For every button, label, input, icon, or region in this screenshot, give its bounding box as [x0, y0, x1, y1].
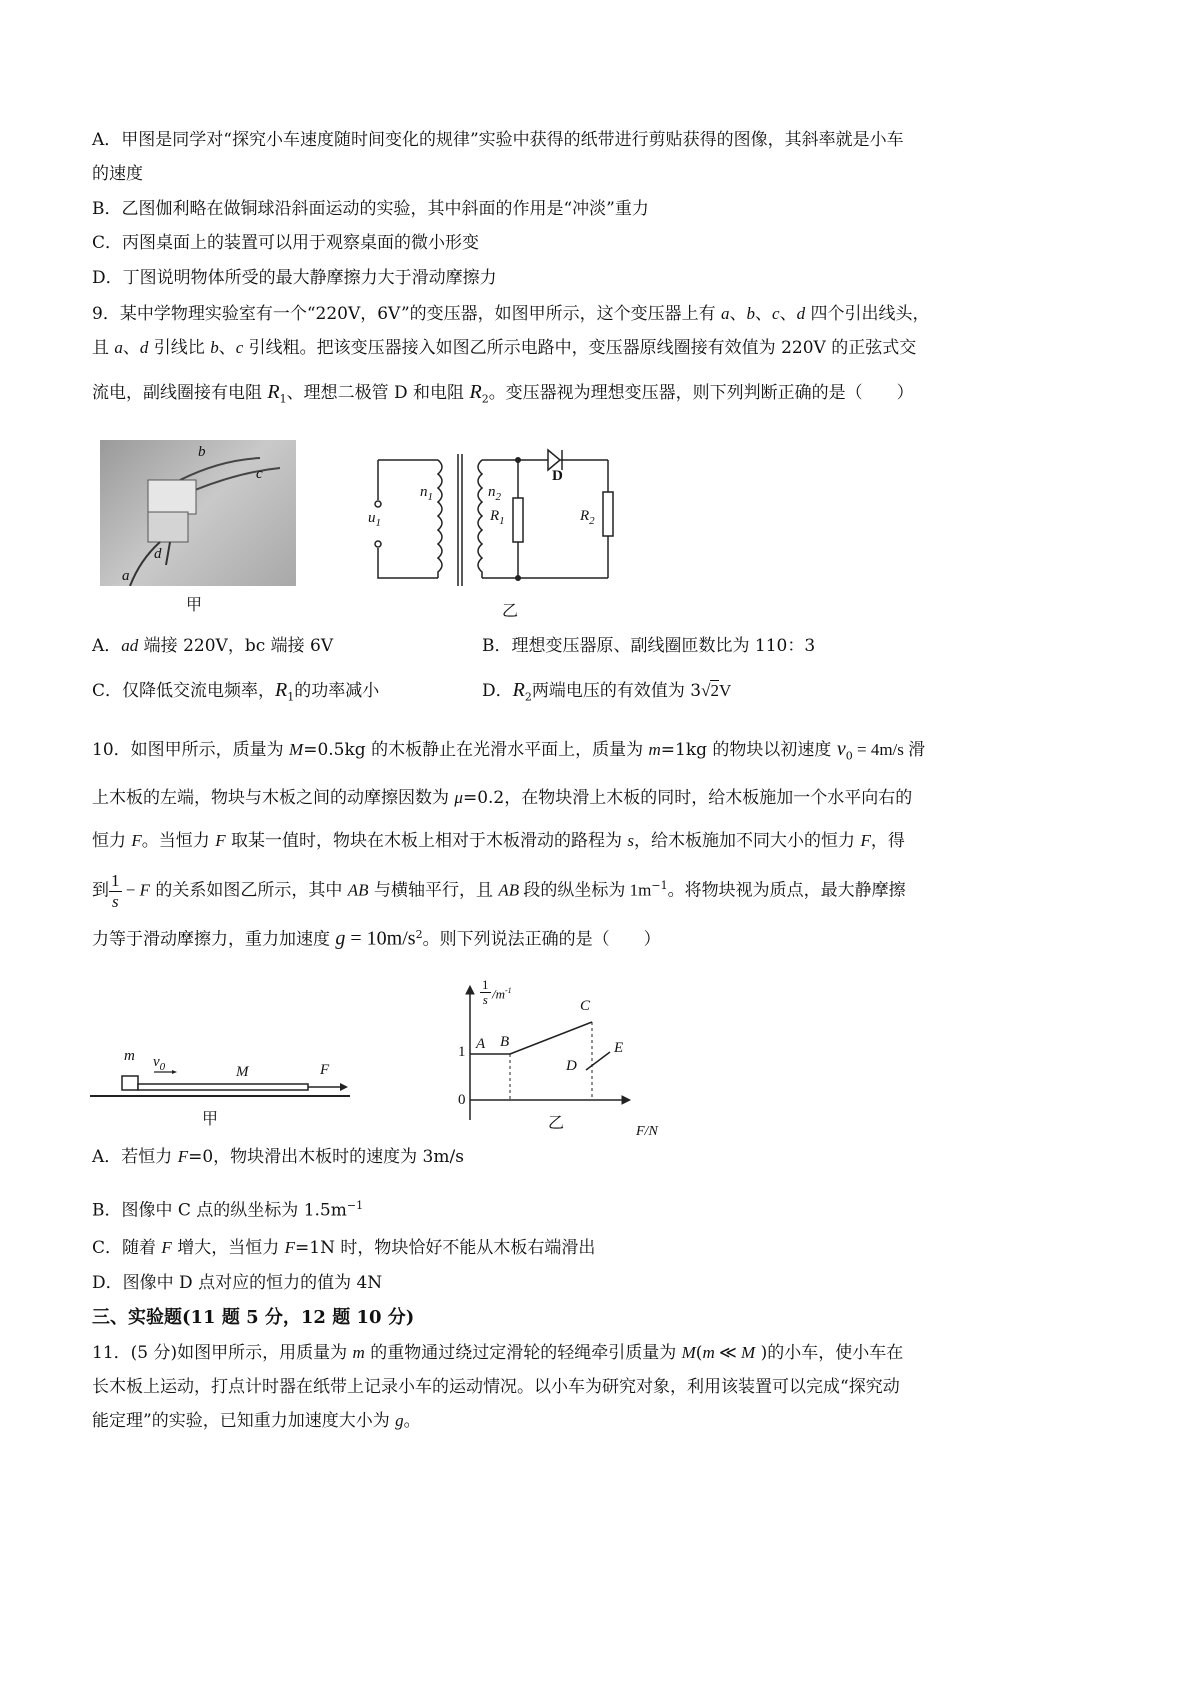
circuit-label-n1: $n_1$	[420, 484, 433, 503]
transformer-photo	[100, 440, 296, 586]
graph-ylabel: $\frac{1}{s}$	[482, 977, 489, 1007]
board-block-diagram	[88, 1070, 358, 1110]
photo-label-d: d	[154, 546, 162, 562]
q10-stem-line2: 上木板的左端，物块与木板之间的动摩擦因数为 μ=0.2，在物块滑上木板的同时，给木板施加一个水平向右的	[92, 788, 913, 808]
transformer-drawing	[100, 440, 296, 586]
graph-ylabel-unit: $/m^{-1}$	[492, 986, 512, 1002]
photo-label-b: b	[198, 444, 206, 460]
fig10-label-F: F	[320, 1062, 330, 1078]
q10-option-a: A．若恒力 F=0，物块滑出木板时的速度为 3m/s	[92, 1147, 464, 1167]
graph-tick-1: 1	[458, 1044, 466, 1060]
fig10-yi-caption: 乙	[548, 1113, 565, 1132]
q10-option-d: D．图像中 D 点对应的恒力的值为 4N	[92, 1273, 383, 1293]
circuit-label-n2: $n_2$	[488, 484, 501, 503]
q8-option-d: D．丁图说明物体所受的最大静摩擦力大于滑动摩擦力	[92, 268, 497, 288]
graph-point-E: E	[614, 1040, 624, 1056]
segment-BC	[510, 1022, 592, 1054]
q9-stem-line3: 流电，副线圈接有电阻 $R_1$、理想二极管 D 和电阻 $R_2$。变压器视为理想变压器，则下列判断正确的是（ ）	[92, 381, 914, 406]
q10-stem-line3: 恒力 F。当恒力 F 取某一值时，物块在木板上相对于木板滑动的路程为 s，给木板施加不同大小的恒力 F，得	[92, 831, 905, 851]
q9-option-a: A．ad 端接 220V，bc 端接 6V	[92, 636, 334, 656]
photo-label-c: c	[256, 466, 263, 482]
q10-option-b: B．图像中 C 点的纵坐标为 $1.5m^{-1}$	[92, 1199, 364, 1221]
q11-stem-line2: 长木板上运动，打点计时器在纸带上记录小车的运动情况。以小车为研究对象，利用该装置可以完成“探究动	[92, 1377, 900, 1397]
q9-stem-line1: 9．某中学物理实验室有一个“220V，6V”的变压器，如图甲所示，这个变压器上有 a、b、c、d 四个引出线头，	[92, 304, 930, 324]
graph-tick-0: 0	[458, 1092, 466, 1108]
q9-option-d: D．$R_2$两端电压的有效值为 3√2V	[482, 679, 732, 704]
circuit-label-u1: $u_1$	[368, 510, 381, 529]
graph-xlabel: F/N	[636, 1124, 658, 1139]
fig10-label-v0: $v_0$	[153, 1054, 166, 1073]
fraction-1-over-s: $\frac{1}{s}$	[111, 870, 120, 911]
fig9-yi-caption: 乙	[502, 601, 519, 620]
q8-option-b: B．乙图伽利略在做铜球沿斜面运动的实验，其中斜面的作用是“冲淡”重力	[92, 199, 649, 219]
circuit-label-r1: $R_1$	[490, 508, 505, 527]
photo-label-a: a	[122, 568, 130, 584]
q8-option-a-line2: 的速度	[92, 164, 143, 184]
graph-point-A: A	[476, 1036, 486, 1052]
circuit-label-r2: $R_2$	[580, 508, 595, 527]
section-heading: 三、实验题(11 题 5 分，12 题 10 分)	[92, 1307, 415, 1328]
graph-point-B: B	[500, 1034, 510, 1050]
q8-option-c: C．丙图桌面上的装置可以用于观察桌面的微小形变	[92, 233, 480, 253]
q10-option-c: C．随着 F 增大，当恒力 F=1N 时，物块恰好不能从木板右端滑出	[92, 1238, 596, 1258]
graph-point-C: C	[580, 998, 591, 1014]
q9-option-c: C．仅降低交流电频率，$R_1$的功率减小	[92, 679, 380, 704]
fig10-label-m: m	[124, 1048, 135, 1064]
fig10-label-M: M	[236, 1064, 249, 1080]
q9-stem-line2: 且 a、d 引线比 b、c 引线粗。把该变压器接入如图乙所示电路中，变压器原线圈接有效值为 220V 的正弦式交	[92, 338, 917, 358]
fig10-jia-caption: 甲	[202, 1109, 219, 1128]
q8-option-a-line1: A．甲图是同学对“探究小车速度随时间变化的规律”实验中获得的纸带进行剪贴获得的图像，其斜率就是小车	[92, 130, 904, 150]
q10-stem-line4: 到 $\frac{1}{s}$ − F 的关系如图乙所示，其中 AB 与横轴平行，且 AB 段的纵坐标为 $1m^{-1}$。将物块视为质点，最大静摩擦	[92, 870, 906, 911]
q10-stem-line5: 力等于滑动摩擦力，重力加速度 $g = 10m/s^2$。则下列说法正确的是（ ）	[92, 927, 661, 950]
q10-stem-line1: 10．如图甲所示，质量为 M=0.5kg 的木板静止在光滑水平面上，质量为 m=1kg 的物块以初速度 $v_0 = 4m/s$ 滑	[92, 738, 926, 763]
q11-stem-line1: 11．(5 分)如图甲所示，用质量为 m 的重物通过绕过定滑轮的轻绳牵引质量为 M(m ≪ M )的小车，使小车在	[92, 1343, 904, 1363]
fig9-jia-caption: 甲	[186, 595, 203, 614]
q9-option-b: B．理想变压器原、副线圈匝数比为 110：3	[482, 636, 816, 656]
circuit-label-diode: D	[552, 468, 563, 484]
graph-point-D: D	[566, 1058, 577, 1074]
q11-stem-line3: 能定理”的实验，已知重力加速度大小为 g。	[92, 1411, 421, 1431]
segment-DE	[586, 1052, 610, 1070]
